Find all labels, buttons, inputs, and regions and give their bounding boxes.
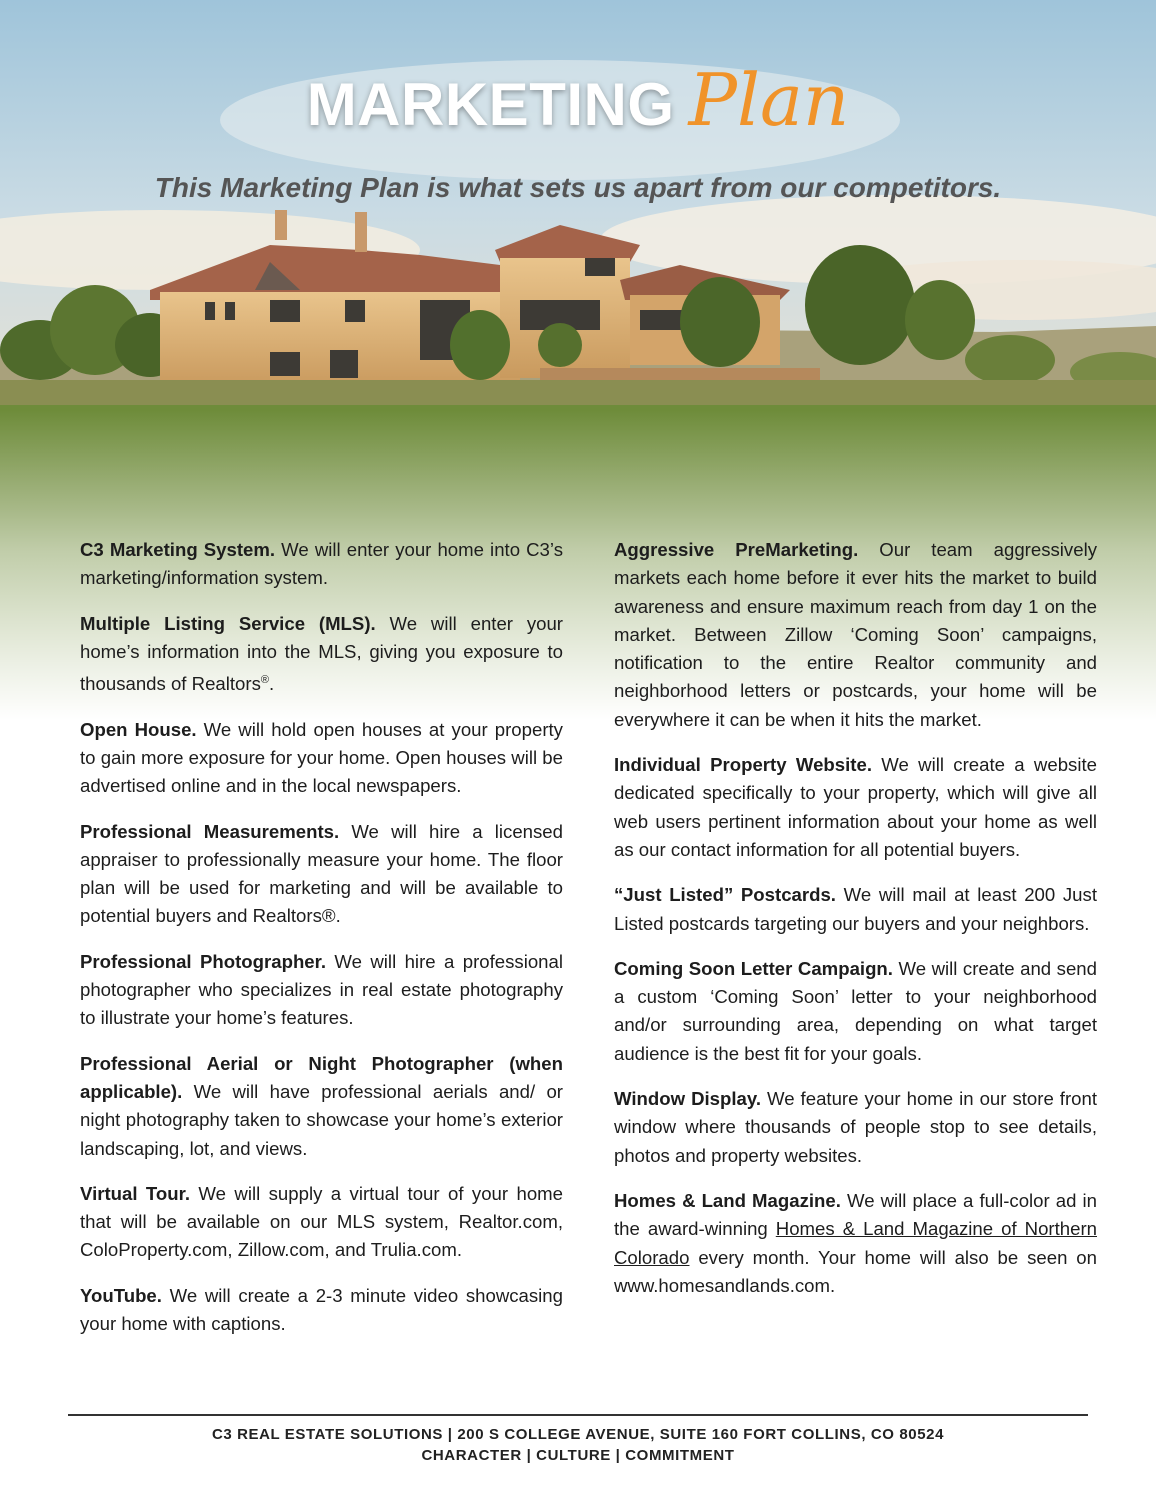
list-item: Individual Property Website. We will create a website dedicated specifically to your property, which will give all web users pertinent information about your home as well as our contact information for all potential buyers. [614, 754, 1097, 860]
list-item: Multiple Listing Service (MLS). We will enter your home’s information into the MLS, giving you exposure to thousands of Realtors®. [80, 612, 564, 695]
list-item: Homes & Land Magazine. We will place a full-color ad in the award-winning Homes & Land Magazine of Northern Colorado every month. Your home will also be seen on www.homesandlands.com. [614, 1189, 1097, 1296]
footer [0, 1424, 1156, 1466]
list-item: Open House. We will hold open houses at your property to gain more exposure for your home. Open houses will be advertised online and in the local newspapers. [80, 718, 563, 797]
page-title [0, 58, 1156, 142]
footer-divider [68, 1414, 1088, 1416]
list-item: Aggressive PreMarketing. Our team aggressively markets each home before it ever hits the market to build awareness and ensure maximum reach from day 1 on the market. Between Zillow ‘Coming Soon’ campaigns, notification to the entire Realtor community and neighborhood letters or postcards, your home will be everywhere it can be when it hits the market. [614, 539, 1097, 730]
list-item: Professional Aerial or Night Photographer (when applicable). We will have professional aerials and/ or night photography taken to showcase your home’s exterior landscaping, lot, and views. [80, 1052, 563, 1159]
right-column [614, 536, 1097, 1317]
title-main: MARKETING [306, 71, 675, 138]
left-column [80, 536, 563, 1355]
list-item: Professional Photographer. We will hire a professional photographer who specializes in real estate photography to illustrate your home’s features. [80, 950, 563, 1029]
list-item: Virtual Tour. We will supply a virtual tour of your home that will be available on our MLS system, Realtor.com, ColoProperty.com, Zillow.com, and Trulia.com. [80, 1182, 563, 1261]
title-script: Plan [688, 58, 850, 142]
magazine-link[interactable]: Homes & Land Magazine of Northern Colorado [614, 1218, 1097, 1268]
footer-tagline: CHARACTER | CULTURE | COMMITMENT [421, 1447, 735, 1464]
list-item: Coming Soon Letter Campaign. We will create and send a custom ‘Coming Soon’ letter to your neighborhood and/or surrounding area, depending on what target audience is the best fit for your goals. [614, 957, 1097, 1064]
list-item: Window Display. We feature your home in our store front window where thousands of people stop to see details, photos and property websites. [614, 1088, 1097, 1166]
list-item: “Just Listed” Postcards. We will mail at least 200 Just Listed postcards targeting our buyers and your neighbors. [614, 884, 1097, 934]
list-item: C3 Marketing System. We will enter your home into C3’s marketing/information system. [80, 539, 563, 589]
list-item: Professional Measurements. We will hire a licensed appraiser to professionally measure your home. The floor plan will be used for marketing and will be available to potential buyers and Realtors®. [80, 820, 563, 927]
footer-address: C3 REAL ESTATE SOLUTIONS | 200 S COLLEGE AVENUE, SUITE 160 FORT COLLINS, CO 80524 [211, 1426, 945, 1443]
list-item: YouTube. We will create a 2-3 minute video showcasing your home with captions. [80, 1284, 563, 1335]
page-subtitle: This Marketing Plan is what sets us apart from our competitors. [154, 172, 1002, 203]
